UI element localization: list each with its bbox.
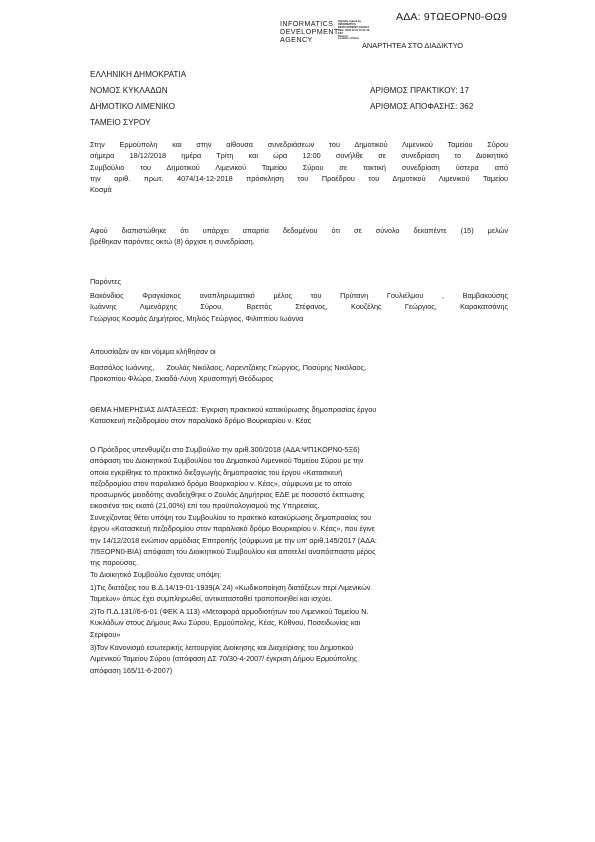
text-line: Ταμείων» όπως έχει συμπληρωθεί, αντικατασταθεί τροποποιηθεί και ισχύει.	[90, 594, 333, 604]
text-line: 7Ι5ΞΟΡΝ0-ΒΙΑ) απόφαση του Διοικητικού Συμβουλίου και αποτελεί αναπόσπαστο μέρος	[90, 546, 376, 556]
text-line: απόφαση 165/11-6-2007)	[90, 665, 173, 675]
absent-members	[90, 362, 508, 385]
text-line: Βακόνδιος Φραγκίσκος αναπληρωματικό μέλος του Πρύτανη Γουλιέλμου , Βαμβακούσης	[90, 291, 508, 300]
header-republic: ΕΛΛΗΝΙΚΗ ΔΗΜΟΚΡΑΤΙΑ	[90, 70, 187, 79]
text-line: σήμερα 18/12/2018 ημέρα Τρίτη και ώρα 12:00 συνήλθε σε συνεδρίαση το Διοικητικό	[90, 151, 508, 161]
text-line: Κατασκευή πεζοδρομίου στον παραλιακό δρόμο Βουρκαρίου ν. Κέας	[90, 416, 312, 426]
body-paragraph-1	[90, 444, 508, 512]
digital-signature-details	[338, 21, 369, 41]
signature-line: Digitally signed by	[338, 20, 361, 23]
text-line: οποία εγκρίθηκε το πρακτικό διεξαγωγής δημοπρασίας του έργου «Κατασκευή	[90, 467, 343, 477]
text-line: Γεώργιος Κοσμάς Δημήτριος, Μηλιός Γεώργιος, Φιλιππίου Ιωάννα	[90, 313, 304, 323]
text-line: ΘΕΜΑ ΗΜΕΡΗΣΙΑΣ ΔΙΑΤΑΞΕΩΣ: Έγκριση πρακτικού κατακύρωσης δημοπρασίας έργου	[90, 405, 377, 414]
text-line: Λιμενικού Ταμείου Σύρου (απόφαση ΔΣ 70/30-4-2007/ έγκριση Δήμου Ερμούπολης	[90, 654, 358, 664]
signature-line: Reason:	[338, 34, 349, 38]
text-line: προσωρινός μειοδότης αναδείχθηκε ο Ζουλάς Δημήτριος ΕΔΕ με ποσοστό έκπτωσης	[90, 490, 365, 500]
signature-line: INFORMATICS	[338, 22, 356, 26]
text-line: την αριθ. πρωτ. 4074/14-12-2018 πρόσκληση του Προέδρου του Δημοτικού Λιμενικού Ταμείου	[90, 173, 508, 183]
text-line: Κοσμά	[90, 185, 112, 195]
present-members	[90, 290, 508, 324]
text-line: Αφού διαπιστώθηκε ότι υπάρχει απαρτία δεδομένου ότι σε σύνολο δεκαπέντε (15) μελών	[90, 226, 508, 235]
ada-code: ΑΔΑ: 9ΤΩΕΟΡΝ0-ΘΩ9	[396, 11, 508, 23]
text-line: 2)Το Π.Δ.131//6-6-01 (ΦΕΚ Α 113) «Μεταφορά αρμοδιοτήτων του Λιμενικού Ταμείου Ν.	[90, 607, 369, 616]
text-line: Συνεχίζοντας θέτει υπόψη του Συμβουλίου το πρακτικό κατακύρωσης δημοπρασίας του	[90, 513, 372, 522]
text-line: Βασσάλος Ιωάννης, Ζουλάς Νικόλαος, Λαρεντζάκης Γεώργιος, Ποσύρης Νικόλαος,	[90, 363, 367, 372]
text-line: Συμβούλιο του Δημοτικού Λιμενικού Ταμείου Σύρου σε τακτική συνεδρίαση ύστερα από	[90, 162, 508, 172]
agency-name	[280, 20, 339, 44]
minutes-number: ΑΡΙΘΜΟΣ ΠΡΑΚΤΙΚΟΥ: 17	[370, 86, 470, 95]
text-line: της παρούσας.	[90, 558, 139, 568]
header-prefecture: ΝΟΜΟΣ ΚΥΚΛΑΔΩΝ	[90, 86, 168, 95]
present-title: Παρόντες	[90, 277, 121, 286]
signature-logo	[280, 19, 370, 50]
text-line: την 14/12/2018 ενώπιον αρμόδιας Επιτροπής (σύμφωνα με την υπ' αριθ.145/2017 (ΑΔΑ:	[90, 535, 377, 545]
decision-number: ΑΡΙΘΜΟΣ ΑΠΟΦΑΣΗΣ: 362	[370, 102, 474, 111]
agency-name-line: INFORMATICS	[280, 19, 334, 28]
signature-line: Date: 2018.12.21 15:11:40	[338, 28, 370, 32]
text-line: απόφαση του Διοικητικού Συμβουλίου του Δημοτικού Λιμενικού Ταμείου Σύρου με την	[90, 456, 364, 466]
absent-title: Απουσίαζαν αν και νόμιμα κλήθησαν οι	[90, 347, 216, 356]
header-fund: ΤΑΜΕΙΟ ΣΥΡΟΥ	[90, 118, 151, 127]
signature-line: EET	[338, 31, 344, 35]
body-paragraph-2	[90, 512, 508, 568]
signature-line: DEVELOPMENT AGENCY	[338, 25, 370, 29]
text-line: Στην Ερμούπολη και στην αίθουσα συνεδριάσεων του Δημοτικού Λιμενικού Ταμείου Σύρου	[90, 140, 508, 149]
council-heading: Το Διοικητικό Συμβούλιο έχοντας υπόψη:	[90, 570, 222, 579]
publish-notice: ΑΝΑΡΤΗΤΕΑ ΣΤΟ ΔΙΑΔΙΚΤΥΟ	[362, 41, 463, 50]
agency-name-line: DEVELOPMENT	[280, 27, 339, 36]
text-line: εικοσιένα τοις εκατό (21,00%) επί του προϋπολογισμού της Υπηρεσίας.	[90, 501, 320, 511]
header-municipal: ΔΗΜΟΤΙΚΟ ΛΙΜΕΝΙΚΟ	[90, 102, 176, 111]
text-line: Ο Πρόεδρος υπενθυμίζει στο Συμβούλιο την αριθ.300/2018 (ΑΔΑ:ΨΠ1ΚΟΡΝ0-5Ξ6)	[90, 445, 360, 454]
consideration-item-1	[90, 582, 508, 605]
text-line: 1)Τις διατάξεις του Β.Δ.14/19-01-1939(Α΄24) «Κωδικοποίηση διατάξεων περί Λιμενικών	[90, 583, 371, 592]
agenda-theme	[90, 404, 508, 427]
text-line: Προκοπίου Φλώρα, Σκιαδά-Λύνη Χρυσοπηγή Θεόδωρος	[90, 374, 274, 384]
text-line: πεζοδρομίου στον παραλιακό δρόμο Βουρκαρίου ν. Κέας», σύμφωνα με το οποίο	[90, 478, 352, 488]
text-line: 3)Τον Κανονισμό εσωτερικής λειτουργίας Διοίκησης και Διαχείρισης του Δημοτικού	[90, 643, 354, 652]
text-line: Σερίφου»	[90, 629, 121, 639]
consideration-item-3	[90, 642, 508, 676]
text-line: βρέθηκαν παρόντες οκτώ (8) άρχισε η συνεδρίαση.	[90, 237, 255, 247]
agency-name-line: AGENCY	[280, 35, 313, 44]
text-line: Κυκλάδων στους Δήμους Άνω Σύρου, Ερμούπολης, Κέας, Κύθνου, Ποσειδωνίας και	[90, 618, 361, 628]
signature-line: Location: Athens	[338, 37, 360, 41]
consideration-item-2	[90, 606, 508, 640]
text-line: έργου «Κατασκευή πεζοδρομίου στον παραλιακό δρόμο Βουρκαρίου ν. Κέας», που έγινε	[90, 524, 375, 534]
quorum-paragraph	[90, 225, 508, 248]
intro-paragraph	[90, 139, 508, 195]
text-line: Ιωάννης Λιμενάρχης Σύρου, Βρεττός Στέφανος, Κουζέλης Γεώργιος, Καρακατσάνης	[90, 302, 508, 312]
